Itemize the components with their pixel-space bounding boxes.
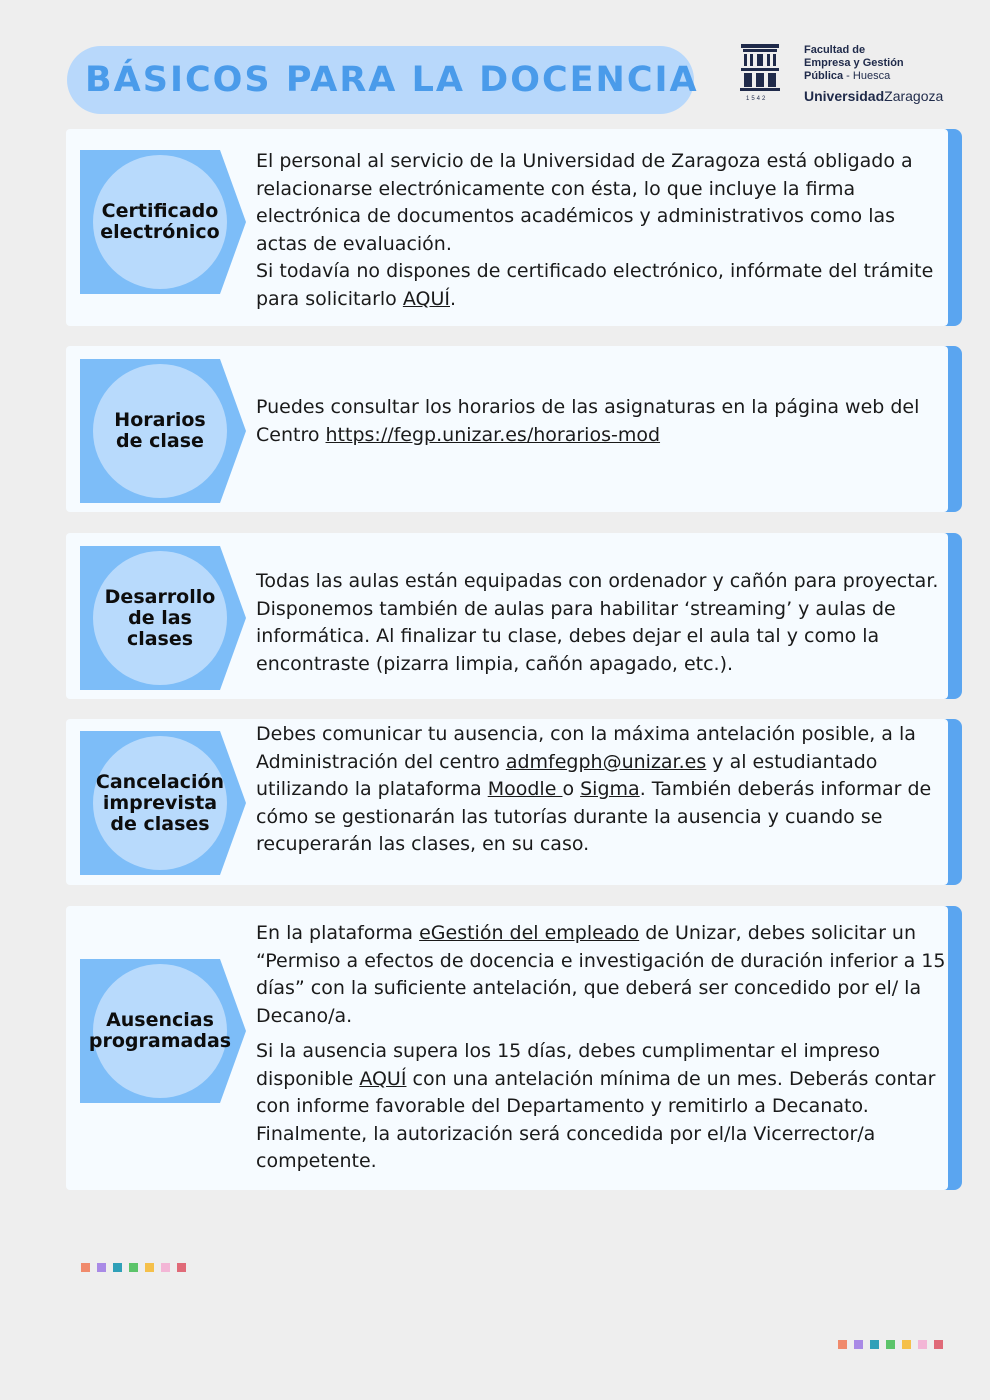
card-ausencias xyxy=(66,906,962,1190)
horarios-text: Puedes consultar los horarios de las asignaturas en la página web del Centro xyxy=(256,396,920,446)
decorative-dot xyxy=(886,1340,895,1349)
ausencias-aqui-link[interactable]: AQUÍ xyxy=(359,1067,407,1090)
card-horarios xyxy=(66,346,962,512)
cert-paragraph-1: El personal al servicio de la Universidad de Zaragoza está obligado a relacionarse electrónicamente con ésta, lo que incluye la firma electrónica de documentos académicos y administrativos como las actas de evaluación. xyxy=(256,150,913,255)
decorative-dot xyxy=(129,1263,138,1272)
badge-label: Cancelación imprevista de clases xyxy=(95,770,225,835)
decorative-dot xyxy=(145,1263,154,1272)
cancelacion-text-a: Debes comunicar tu ausencia, con la máxima antelación posible, a la Administración del centro xyxy=(256,723,916,773)
section-badge xyxy=(80,359,246,503)
card-text xyxy=(256,148,948,313)
cert-paragraph-2 xyxy=(256,258,948,313)
decorative-dot xyxy=(902,1340,911,1349)
logo-university xyxy=(804,87,943,105)
ausencias-text-b: de Unizar, debes solicitar un “Permiso a efectos de docencia e investigación de duración inferior a 15 días” con la suficiente antelación, que deberá ser concedido por el/ la Decano/a. xyxy=(256,922,946,1027)
decorative-dot xyxy=(854,1340,863,1349)
logo-line-3 xyxy=(804,70,943,83)
decorative-dot xyxy=(870,1340,879,1349)
decorative-dots-right xyxy=(838,1340,943,1349)
decorative-dots-left xyxy=(81,1263,186,1272)
decorative-dot xyxy=(934,1340,943,1349)
decorative-dot xyxy=(113,1263,122,1272)
decorative-dot xyxy=(918,1340,927,1349)
section-badge xyxy=(80,150,246,294)
logo-line-1: Facultad de xyxy=(804,44,866,56)
cancelacion-paragraph xyxy=(256,721,948,859)
ausencias-paragraph-1 xyxy=(256,920,948,1030)
cancelacion-text-b: y al estudiantado utilizando la plataforma xyxy=(256,750,878,800)
ausencias-paragraph-2 xyxy=(256,1038,948,1176)
badge-label: Horarios de clase xyxy=(114,409,206,452)
horarios-link[interactable]: https://fegp.unizar.es/horarios-mod xyxy=(325,423,661,446)
cancelacion-text-c: o xyxy=(562,778,581,800)
horarios-paragraph xyxy=(256,394,948,449)
section-badge xyxy=(80,959,246,1103)
badge-label: Certificado electrónico xyxy=(100,200,220,243)
university-logo xyxy=(738,42,968,108)
page-title-pill xyxy=(67,46,699,114)
card-cancelacion xyxy=(66,719,962,885)
ausencias-text-d: con una antelación mínima de un mes. Deberás contar con informe favorable del Departamento y remitirlo a Decanato. Finalmente, la autorización será concedida por el/la Vicerrector/a competente. xyxy=(256,1067,936,1172)
logo-line-2: Empresa y Gestión xyxy=(804,57,904,69)
egestion-link[interactable]: eGestión del empleado xyxy=(419,922,640,944)
email-link[interactable]: admfegph@unizar.es xyxy=(505,750,707,773)
decorative-dot xyxy=(161,1263,170,1272)
cancelacion-text-d: . También deberás informar de cómo se gestionarán las tutorías durante la ausencia y cuando se recuperarán las clases, en su caso. xyxy=(256,778,932,855)
ausencias-text-a: En la plataforma xyxy=(256,922,420,944)
card-text xyxy=(256,568,948,678)
logo-uni-light: Zaragoza xyxy=(884,88,944,104)
page-title: BÁSICOS PARA LA DOCENCIA xyxy=(85,60,699,100)
ausencias-text-c: Si la ausencia supera los 15 días, debes cumplimentar el impreso disponible xyxy=(256,1040,880,1090)
section-badge xyxy=(80,546,246,690)
cert-text-a: Si todavía no dispones de certificado electrónico, infórmate del trámite para solicitarlo xyxy=(256,260,934,310)
card-certificado xyxy=(66,129,962,326)
cert-aqui-link[interactable]: AQUÍ xyxy=(402,287,450,310)
card-text xyxy=(256,920,948,1176)
decorative-dot xyxy=(177,1263,186,1272)
decorative-dot xyxy=(81,1263,90,1272)
building-emblem-icon xyxy=(738,42,782,98)
card-desarrollo xyxy=(66,533,962,699)
logo-line-3b: - Huesca xyxy=(843,70,891,82)
desarrollo-paragraph: Todas las aulas están equipadas con ordenador y cañón para proyectar. Disponemos también de aulas para habilitar ‘streaming’ y aulas de informática. Al finalizar tu clase, debes dejar el aula tal y como la encontraste (pizarra limpia, cañón apagado, etc.). xyxy=(256,570,939,675)
logo-uni-bold: Universidad xyxy=(804,88,885,104)
card-text xyxy=(256,721,948,859)
sigma-link[interactable]: Sigma xyxy=(580,778,640,800)
decorative-dot xyxy=(97,1263,106,1272)
section-badge xyxy=(80,731,246,875)
cert-text-b: . xyxy=(450,287,457,310)
decorative-dot xyxy=(838,1340,847,1349)
moodle-link[interactable]: Moodle xyxy=(487,778,563,800)
logo-line-3a: Pública xyxy=(804,70,844,82)
card-text xyxy=(256,394,948,449)
badge-label: Desarrollo de las clases xyxy=(104,585,216,650)
logo-year: 1542 xyxy=(746,96,768,102)
logo-text xyxy=(804,44,943,105)
badge-label: Ausencias programadas xyxy=(88,1009,232,1052)
